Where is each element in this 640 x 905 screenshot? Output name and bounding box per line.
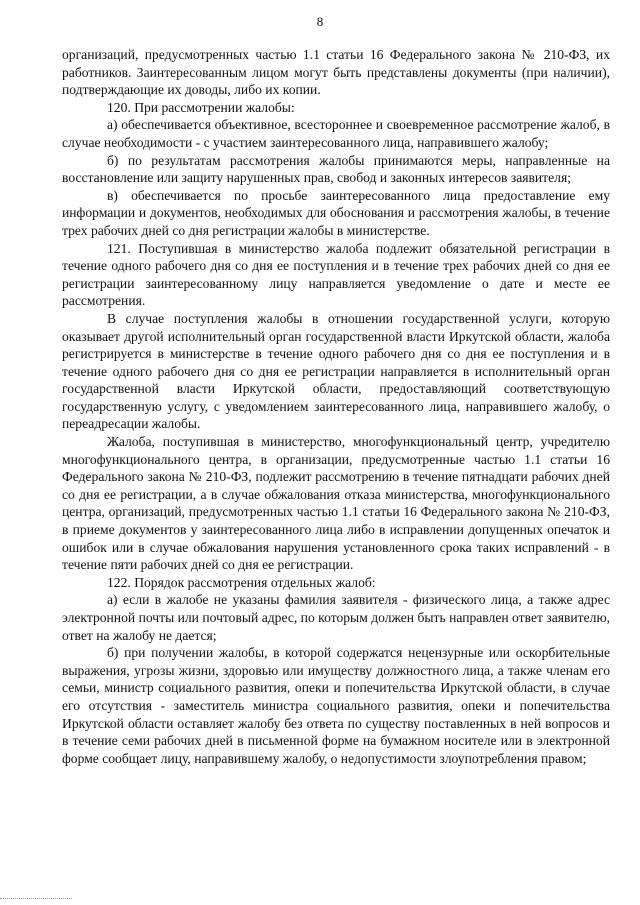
paragraph-clause-120-a: а) обеспечивается объективное, всестороннее и своевременное рассмотрение жалоб, в случае необходимости - с участием заинтересованного лица, направившего жалобу; [62,117,610,150]
paragraph-clause-120-v: в) обеспечивается по просьбе заинтересованного лица предоставление ему информации и документов, необходимых для обоснования и рассмотрения жалобы, в течение трех рабочих дней со дня регистрации жалобы в министерстве. [62,187,610,238]
paragraph-clause-122: 122. Порядок рассмотрения отдельных жалоб: [107,574,376,590]
paragraph-clause-121-terms: Жалоба, поступившая в министерство, многофункциональный центр, учредителю многофункционального центра, в организации, предусмотренные частью 1.1 статьи 16 Федерального закона № 210-ФЗ, подлежит рассмотрению в течение пятнадцати рабочих дней со дня ее регистрации, а в случае обжалования отказа министерства, многофункционального центра, организаций, предусмотренных частью 1.1 статьи 16 Федерального закона № 210-ФЗ, в приеме документов у заинтересованного лица либо в исправлении допущенных опечаток и ошибок или в случае обжалования нарушения установленного срока таких исправлений - в течение пяти рабочих дней со дня ее регистрации. [62,434,610,573]
paragraph-clause-121: 121. Поступившая в министерство жалоба подлежит обязательной регистрации в течение одного рабочего дня со дня ее поступления и в течение трех рабочих дней со дня ее регистрации заинтересованному лицу направляется уведомление о дате и месте ее рассмотрения. [62,240,610,309]
paragraph-clause-122-b: б) при получении жалобы, в которой содержатся нецензурные или оскорбительные выражения, угрозы жизни, здоровью или имуществу должностного лица, а также членам его семьи, министр социального развития, опеки и попечительства Иркутской области, в случае его отсутствия - заместитель министра социального развития, опеки и попечительства Иркутской области оставляет жалобу без ответа по существу поставленных в ней вопросов и в течение семи рабочих дней в письменной форме на бумажном носителе или в электронной форме сообщает лицу, направившему жалобу, о недопустимости злоупотребления правом; [62,645,610,766]
paragraph-clause-120: 120. При рассмотрении жалобы: [107,99,295,115]
footer-divider [0,898,72,899]
paragraph-clause-121-redirect: В случае поступления жалобы в отношении государственной услуги, которую оказывает другой исполнительный орган государственной власти Иркутской области, жалоба регистрируется в министерстве в течение одного рабочего дня со дня ее поступления и в течение одного рабочего дня со дня ее регистрации направляется в исполнительный орган государственной власти Иркутской области, предоставляющий соответствующую государственную услугу, с уведомлением заинтересованного лица, направившего жалобу, о переадресации жалобы. [62,310,610,432]
paragraph-clause-122-a: а) если в жалобе не указаны фамилия заявителя - физического лица, а также адрес электронной почты или почтовый адрес, по которым должен быть направлен ответ заявителю, ответ на жалобу не дается; [62,592,610,643]
page-number: 8 [316,14,324,29]
document-body [62,46,610,767]
paragraph-continuation: организаций, предусмотренных частью 1.1 статьи 16 Федерального закона № 210-ФЗ, их работников. Заинтересованным лицом могут быть представлены документы (при наличии), подтверждающие их доводы, либо их копии. [62,47,610,98]
paragraph-clause-120-b: б) по результатам рассмотрения жалобы принимаются меры, направленные на восстановление или защиту нарушенных прав, свобод и законных интересов заявителя; [62,152,610,186]
